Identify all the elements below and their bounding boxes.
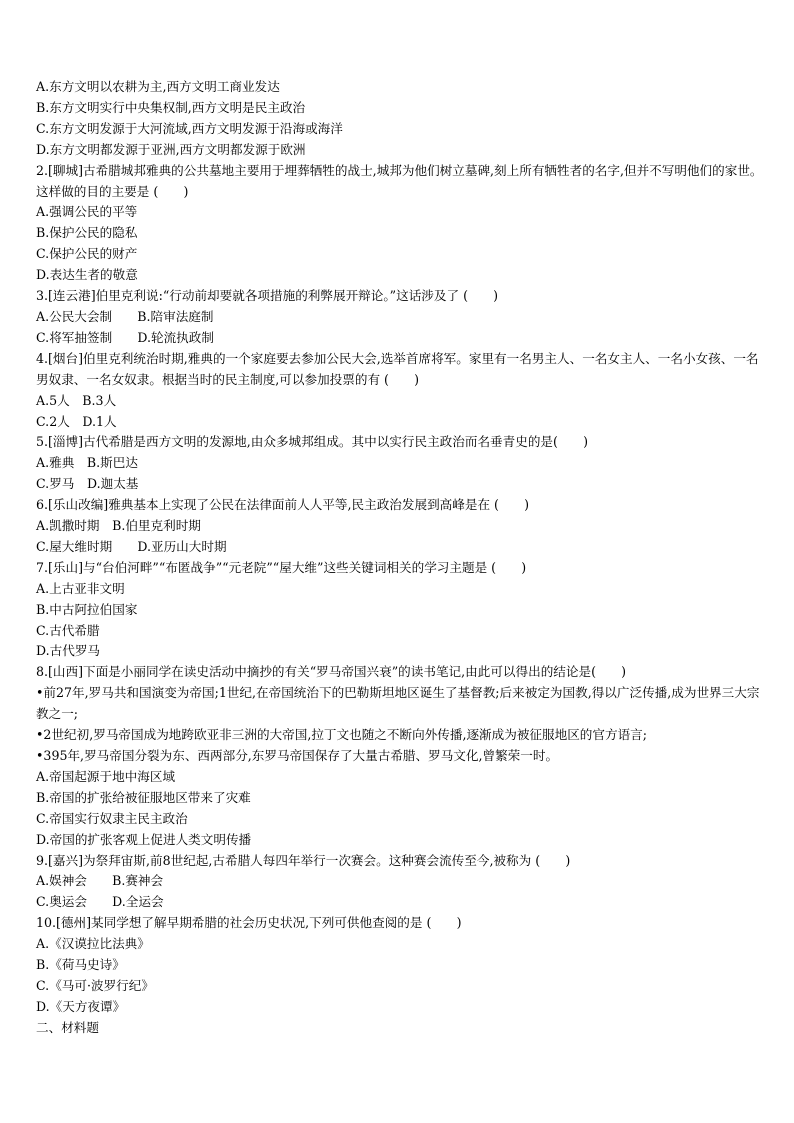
question-stem: 7.[乐山]与“台伯河畔”“布匿战争”“元老院”“屋大维”这些关键词相关的学习主题是 ( ) bbox=[36, 559, 527, 575]
question-3 bbox=[36, 286, 766, 349]
question-stem: 6.[乐山改编]雅典基本上实现了公民在法律面前人人平等,民主政治发展到高峰是在 ( ) bbox=[36, 497, 530, 513]
question-1-options bbox=[36, 77, 766, 161]
option-a: A.帝国起源于地中海区域 bbox=[36, 768, 176, 784]
option-d: D.东方文明都发源于亚洲,西方文明都发源于欧洲 bbox=[36, 141, 306, 157]
question-10 bbox=[36, 913, 766, 1018]
option-d: D.《天方夜谭》 bbox=[36, 998, 126, 1014]
option-b: B.《荷马史诗》 bbox=[36, 957, 125, 973]
reading-note: •2世纪初,罗马帝国成为地跨欧亚非三洲的大帝国,拉丁文也随之不断向外传播,逐渐成为被征服地区的官方语言; bbox=[36, 727, 648, 743]
option-c: C.东方文明发源于大河流域,西方文明发源于沿海或海洋 bbox=[36, 120, 343, 136]
question-2 bbox=[36, 161, 766, 286]
option-row: C.奥运会 D.全运会 bbox=[36, 894, 164, 910]
option-row: C.将军抽签制 D.轮流执政制 bbox=[36, 329, 214, 345]
question-stem: 8.[山西]下面是小丽同学在读史活动中摘抄的有关“罗马帝国兴衰”的读书笔记,由此可以得出的结论是( ) bbox=[36, 664, 627, 680]
option-d: D.古代罗马 bbox=[36, 643, 101, 659]
option-row: C.屋大维时期 D.亚历山大时期 bbox=[36, 538, 227, 554]
question-stem: 4.[烟台]伯里克利统治时期,雅典的一个家庭要去参加公民大会,选举首席将军。家里有一名男主人、一名女主人、一名小女孩、一名男奴隶、一名女奴隶。根据当时的民主制度,可以参加投票的有 ( ) bbox=[36, 350, 759, 387]
option-b: B.东方文明实行中央集权制,西方文明是民主政治 bbox=[36, 99, 306, 115]
option-row: A.娱神会 B.赛神会 bbox=[36, 873, 164, 889]
question-stem: 2.[聊城]古希腊城邦雅典的公共墓地主要用于埋葬牺牲的战士,城邦为他们树立墓碑,刻上所有牺牲者的名字,但并不写明他们的家世。这样做的目的主要是 ( ) bbox=[36, 162, 763, 199]
question-stem: 9.[嘉兴]为祭拜宙斯,前8世纪起,古希腊人每四年举行一次赛会。这种赛会流传至今,被称为 ( ) bbox=[36, 852, 571, 868]
question-7 bbox=[36, 558, 766, 663]
reading-note: •395年,罗马帝国分裂为东、西两部分,东罗马帝国保存了大量古希腊、罗马文化,曾繁荣一时。 bbox=[36, 748, 559, 763]
option-row: C.罗马 D.迦太基 bbox=[36, 476, 139, 492]
question-5 bbox=[36, 432, 766, 495]
option-a: A.《汉谟拉比法典》 bbox=[36, 936, 150, 952]
question-8 bbox=[36, 662, 766, 850]
exam-page bbox=[36, 77, 766, 1039]
question-6 bbox=[36, 495, 766, 558]
reading-note: •前27年,罗马共和国演变为帝国;1世纪,在帝国统治下的巴勒斯坦地区诞生了基督教;后来被定为国教,得以广泛传播,成为世界三大宗教之一; bbox=[36, 685, 760, 722]
option-d: D.帝国的扩张客观上促进人类文明传播 bbox=[36, 831, 252, 847]
option-a: A.强调公民的平等 bbox=[36, 204, 138, 220]
option-row: A.雅典 B.斯巴达 bbox=[36, 455, 138, 471]
question-stem: 5.[淄博]古代希腊是西方文明的发源地,由众多城邦组成。其中以实行民主政治而名垂青史的是( ) bbox=[36, 434, 589, 450]
question-stem: 3.[连云港]伯里克利说:“行动前却要就各项措施的利弊展开辩论。”这话涉及了 ( ) bbox=[36, 288, 499, 304]
option-row: C.2人 D.1人 bbox=[36, 413, 117, 429]
question-9 bbox=[36, 851, 766, 914]
question-stem: 10.[德州]某同学想了解早期希腊的社会历史状况,下列可供他查阅的是 ( ) bbox=[36, 915, 462, 931]
option-d: D.表达生者的敬意 bbox=[36, 267, 138, 283]
option-c: C.《马可·波罗行纪》 bbox=[36, 977, 154, 993]
option-a: A.东方文明以农耕为主,西方文明工商业发达 bbox=[36, 79, 280, 94]
option-a: A.上古亚非文明 bbox=[36, 580, 125, 596]
option-b: B.保护公民的隐私 bbox=[36, 225, 138, 241]
option-b: B.帝国的扩张给被征服地区带来了灾难 bbox=[36, 789, 251, 805]
option-c: C.帝国实行奴隶主民主政治 bbox=[36, 810, 188, 826]
option-c: C.保护公民的财产 bbox=[36, 246, 138, 262]
option-c: C.古代希腊 bbox=[36, 622, 100, 638]
section-heading: 二、材料题 bbox=[36, 1019, 99, 1035]
question-4 bbox=[36, 349, 766, 433]
option-row: A.公民大会制 B.陪审法庭制 bbox=[36, 308, 214, 324]
option-row: A.凯撒时期 B.伯里克利时期 bbox=[36, 518, 201, 534]
option-b: B.中古阿拉伯国家 bbox=[36, 601, 138, 617]
option-row: A.5人 B.3人 bbox=[36, 392, 117, 408]
